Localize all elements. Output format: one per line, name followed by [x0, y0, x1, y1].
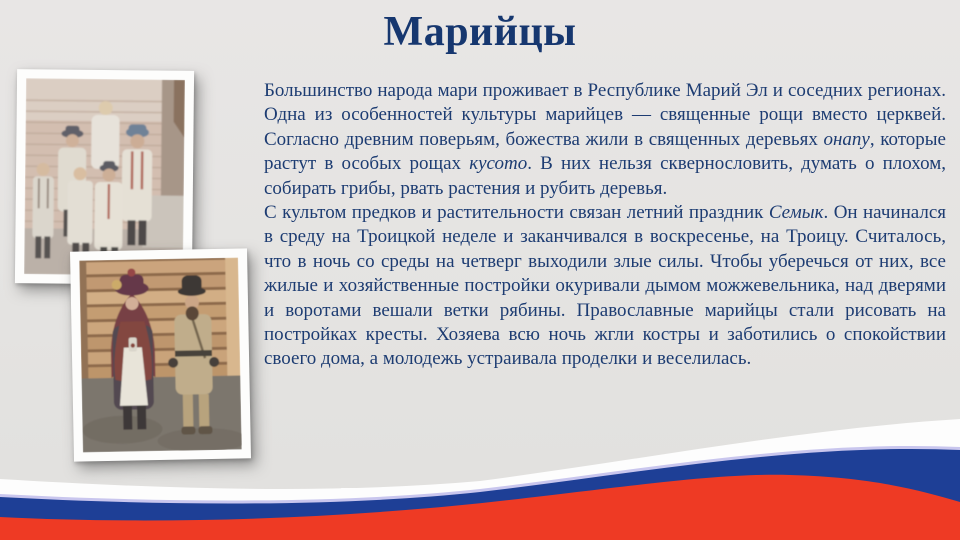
slide-title: Марийцы: [383, 9, 577, 55]
flag-wave-footer: [0, 415, 960, 540]
italic-term: Семык: [768, 202, 824, 224]
paragraph: [264, 79, 946, 201]
italic-term: кусото: [469, 153, 528, 175]
mari-children-photo-illustration: [24, 78, 185, 276]
paragraph: [264, 201, 946, 372]
text-run: , которые растут в особых рощах: [264, 128, 946, 175]
italic-term: онапу: [823, 128, 870, 150]
text-run: . Он начинался в среду на Троицкой неделе и заканчивался в воскресенье, на Троицу. Считалось, что в ночь со среды на четверг выходили злые силы. Чтобы уберечься от них, все жилые и хозяйственные постройки окуривали дымом можжевельника, над дверями и воротами вешали ветки рябины. Православные марийцы стали рисовать на постройках кресты. Хозяева всю ночь жгли костры и заботились о спокойствии своего дома, а молодежь устраивала проделки и веселилась.: [264, 202, 946, 370]
text-run: . В них нельзя сквернословить, думать о плохом, собирать грибы, рвать растения и рубить деревья.: [264, 153, 946, 199]
text-run: Большинство народа мари проживает в Республике Марий Эл и соседних регионах. Одна из особенностей культуры марийцев — священные рощи вместо церквей. Согласно древним поверьям, божества жили в священных деревьях: [264, 80, 946, 150]
body-text: [264, 79, 946, 372]
text-run: С культом предков и растительности связан летний праздник: [264, 202, 769, 224]
